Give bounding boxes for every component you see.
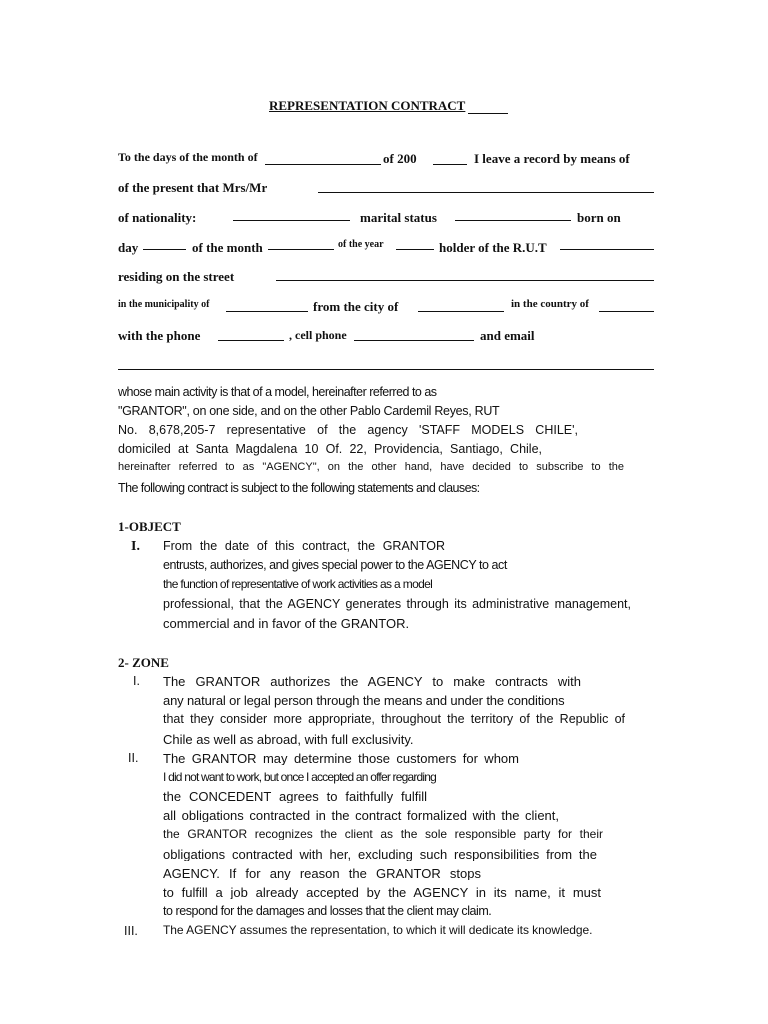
section2-item2-line-6: obligations contracted with her, excluding such responsibilities from the <box>163 848 597 861</box>
section2-item2-line-9: to respond for the damages and losses that the client may claim. <box>163 904 492 918</box>
section2-item3-line-1: The AGENCY assumes the representation, to which it will dedicate its knowledge. <box>163 923 593 937</box>
form-label-cell-phone: , cell phone <box>289 328 347 342</box>
section2-item2-line-3: the CONCEDENT agrees to faithfully fulfill <box>163 790 427 803</box>
blank-municipality-field[interactable] <box>226 311 308 312</box>
blank-marital-status-field[interactable] <box>455 220 571 221</box>
section1-numeral: I. <box>131 539 140 554</box>
blank-name-field[interactable] <box>318 192 654 193</box>
title-underline-blank <box>468 113 508 114</box>
form-label-born-on: born on <box>577 210 621 225</box>
form-label-phone: with the phone <box>118 328 201 343</box>
section2-item2-line-2: I did not want to work, but once I accepted an offer regarding <box>163 770 437 784</box>
section2-numeral-2: II. <box>128 751 139 765</box>
blank-rut-field[interactable] <box>560 249 654 250</box>
blank-phone-field[interactable] <box>218 340 284 341</box>
form-label-country: in the country of <box>511 298 589 310</box>
section1-line-3: the function of representative of work activities as a model <box>163 577 433 591</box>
section2-numeral-1: I. <box>133 674 140 688</box>
section1-line-5: commercial and in favor of the GRANTOR. <box>163 616 410 631</box>
blank-country-field[interactable] <box>599 311 654 312</box>
form-label-rut: holder of the R.U.T <box>439 240 547 255</box>
form-label-of-the-year: of the year <box>338 239 384 250</box>
form-label-day: day <box>118 240 139 255</box>
section2-numeral-3: III. <box>124 924 138 938</box>
blank-email-field[interactable] <box>118 369 654 370</box>
form-label-municipality: in the municipality of <box>118 299 210 310</box>
form-label-nationality: of nationality: <box>118 210 197 225</box>
form-label-email: and email <box>480 328 535 343</box>
intro-line-4: domiciled at Santa Magdalena 10 Of. 22, Providencia, Santiago, Chile, <box>118 443 542 456</box>
blank-birth-year-field[interactable] <box>396 249 434 250</box>
blank-day-field[interactable] <box>143 249 186 250</box>
section2-item1-line-2: any natural or legal person through the means and under the conditions <box>163 693 565 708</box>
form-label-record: I leave a record by means of <box>474 151 630 166</box>
section2-item2-line-4: all obligations contracted in the contract formalized with the client, <box>163 809 559 822</box>
form-label-of-the-month: of the month <box>192 240 263 255</box>
blank-month-field[interactable] <box>265 164 381 165</box>
section1-line-4: professional, that the AGENCY generates through its administrative management, <box>163 598 631 611</box>
section1-line-2: entrusts, authorizes, and gives special power to the AGENCY to act <box>163 558 507 572</box>
form-label-month-of: To the days of the month of <box>118 150 258 164</box>
blank-street-field[interactable] <box>276 280 654 281</box>
section2-item2-line-7: AGENCY. If for any reason the GRANTOR stops <box>163 867 481 880</box>
blank-city-field[interactable] <box>418 311 504 312</box>
blank-cell-phone-field[interactable] <box>354 340 474 341</box>
section2-item2-line-1: The GRANTOR may determine those customers for whom <box>163 752 519 765</box>
intro-line-3: No. 8,678,205-7 representative of the agency 'STAFF MODELS CHILE', <box>118 424 578 437</box>
section2-item1-line-3: that they consider more appropriate, throughout the territory of the Republic of <box>163 713 625 726</box>
blank-year-field[interactable] <box>433 164 467 165</box>
section2-item2-line-8: to fulfill a job already accepted by the AGENCY in its name, it must <box>163 886 601 899</box>
document-title: REPRESENTATION CONTRACT <box>269 98 466 113</box>
section-heading-zone: 2- ZONE <box>118 655 169 670</box>
section-heading-object: 1-OBJECT <box>118 519 181 534</box>
section1-line-1: From the date of this contract, the GRANTOR <box>163 540 445 553</box>
section2-item1-line-1: The GRANTOR authorizes the AGENCY to make contracts with <box>163 675 581 688</box>
intro-line-2: "GRANTOR", on one side, and on the other Pablo Cardemil Reyes, RUT <box>118 404 500 418</box>
form-label-marital-status: marital status <box>360 210 437 225</box>
intro-line-6: The following contract is subject to the following statements and clauses: <box>118 481 480 495</box>
form-label-year-200: of 200 <box>383 151 417 166</box>
blank-nationality-field[interactable] <box>233 220 350 221</box>
blank-birth-month-field[interactable] <box>268 249 334 250</box>
form-label-mrs-mr: of the present that Mrs/Mr <box>118 180 268 195</box>
form-label-city: from the city of <box>313 299 399 314</box>
intro-line-5: hereinafter referred to as "AGENCY", on the other hand, have decided to subscribe to the <box>118 462 624 473</box>
intro-line-1: whose main activity is that of a model, hereinafter referred to as <box>118 385 437 399</box>
section2-item1-line-4: Chile as well as abroad, with full exclusivity. <box>163 732 414 747</box>
form-label-street: residing on the street <box>118 269 235 284</box>
section2-item2-line-5: the GRANTOR recognizes the client as the sole responsible party for their <box>163 828 603 840</box>
